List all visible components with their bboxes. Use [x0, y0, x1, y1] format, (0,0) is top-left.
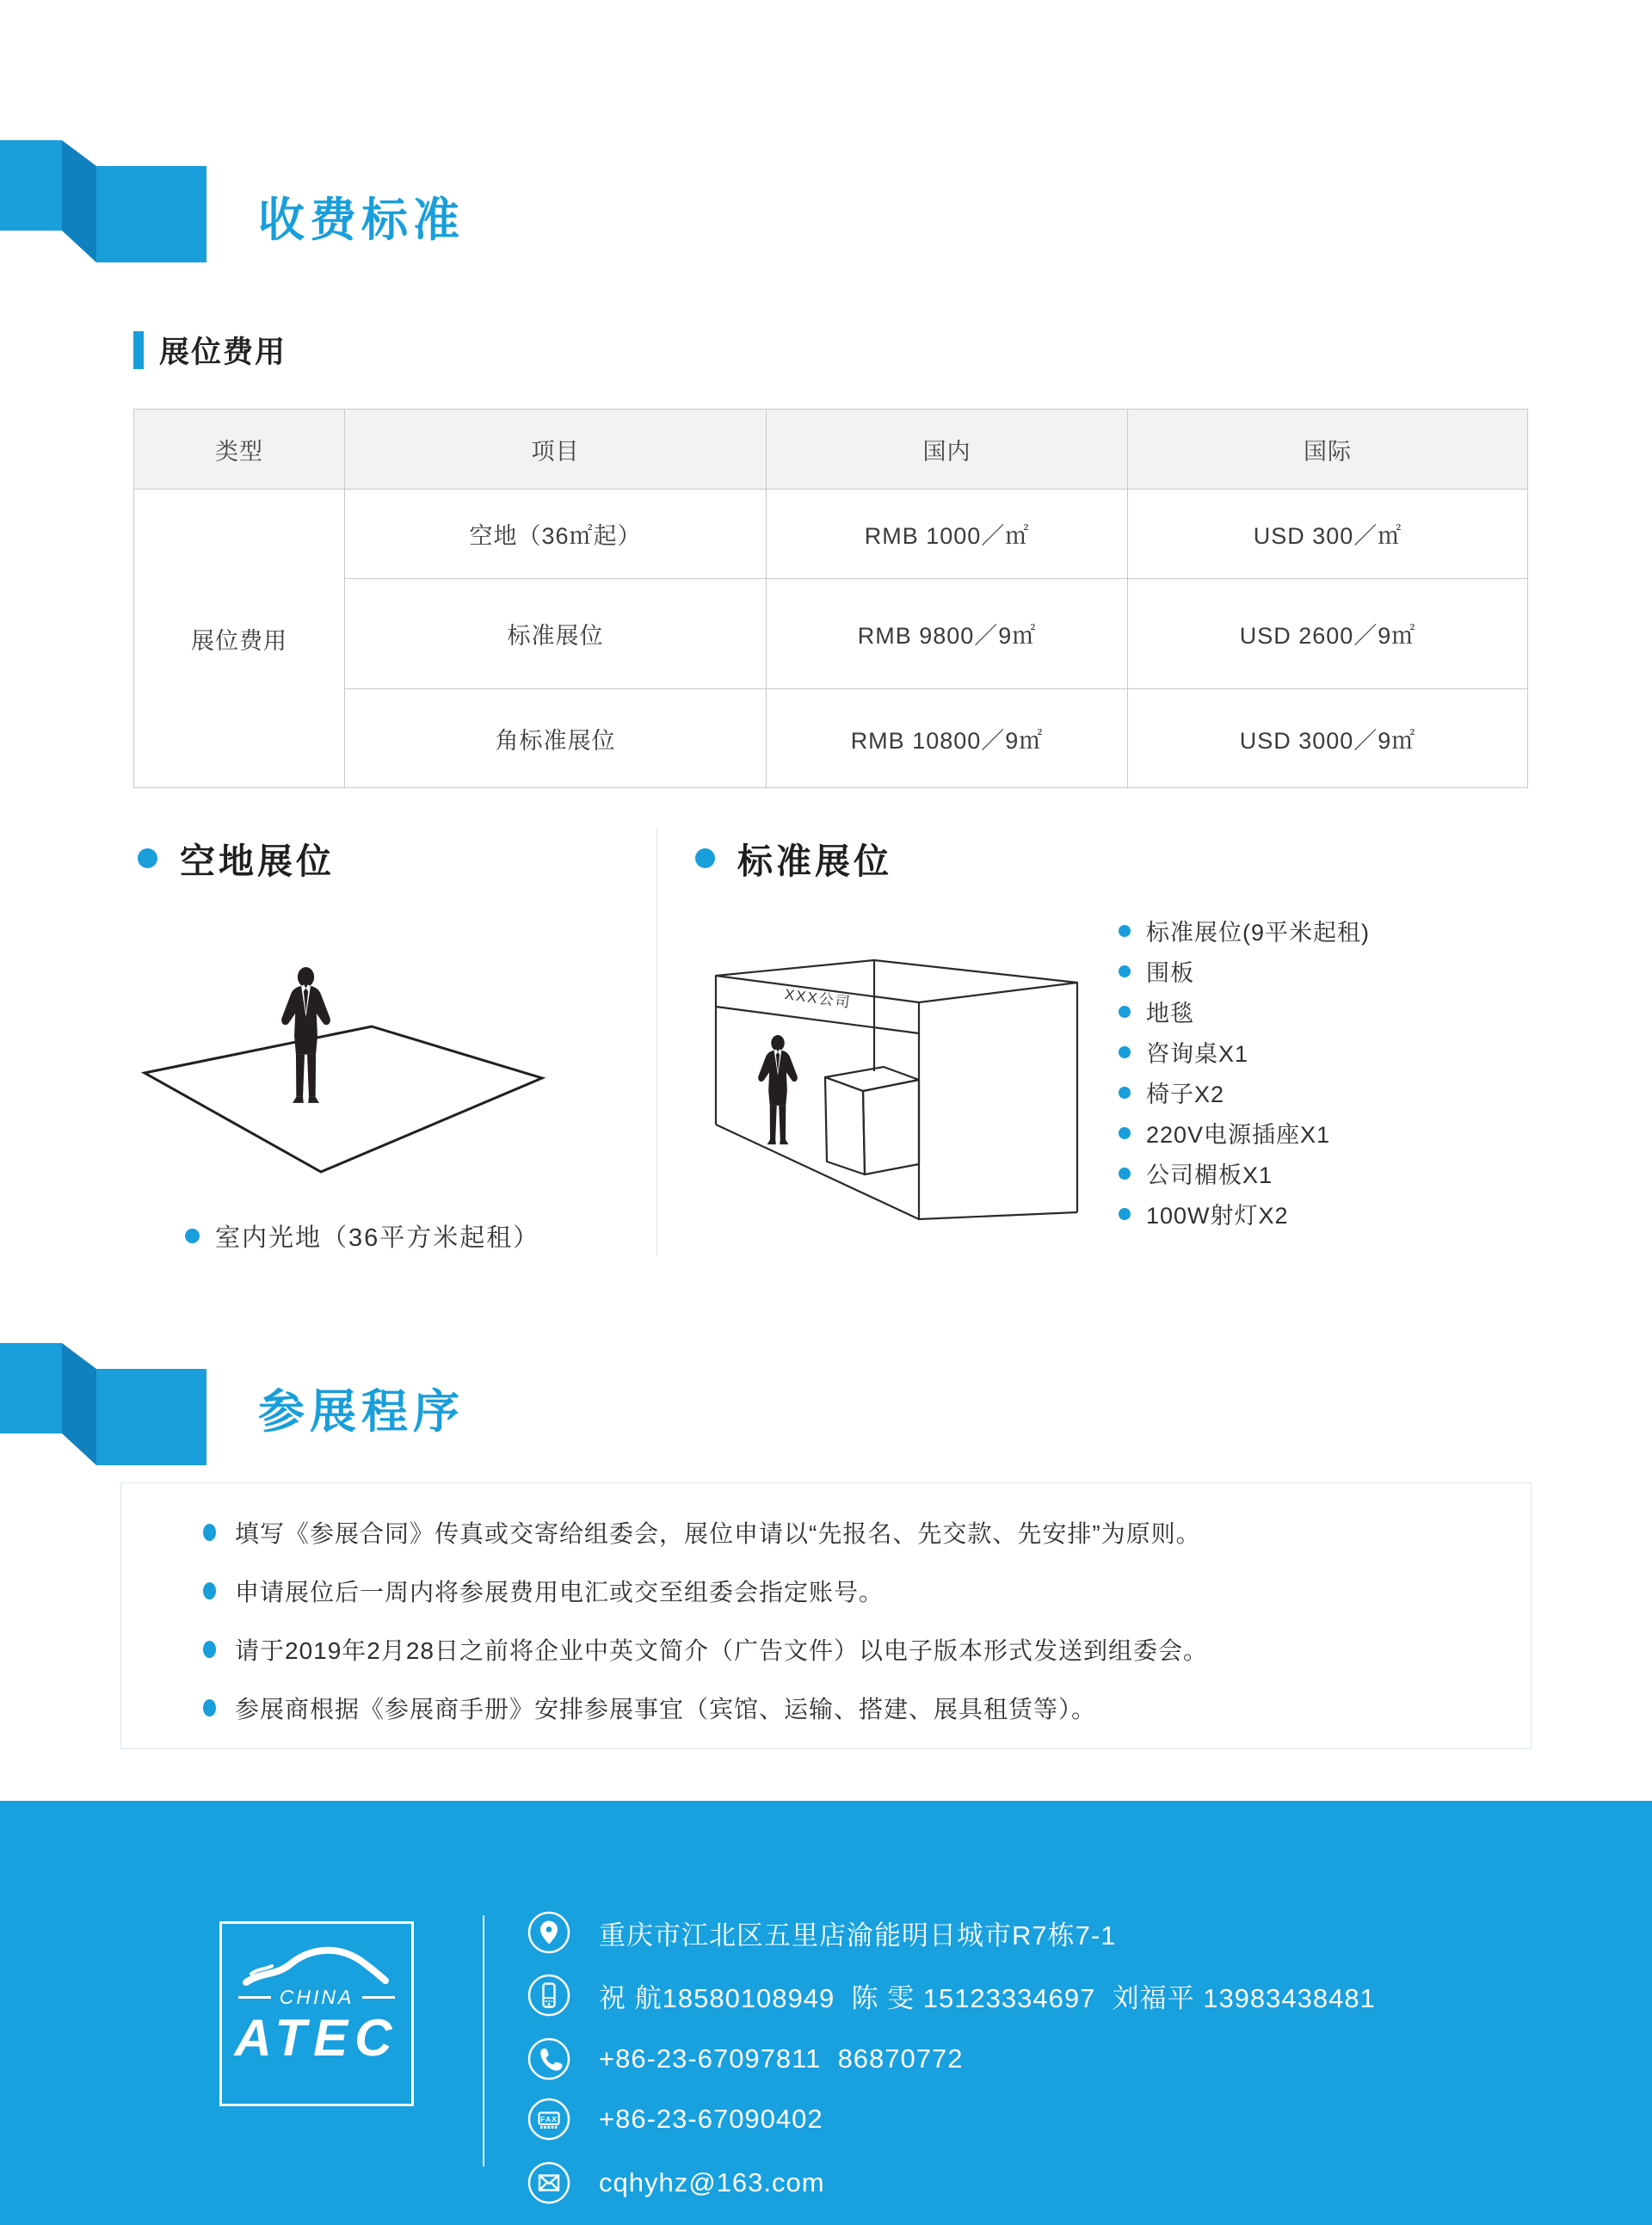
bullet-dot-icon	[203, 1699, 216, 1717]
feature-label: 标准展位(9平米起租)	[1146, 920, 1370, 946]
phone-icon	[527, 2037, 571, 2081]
international-cell: USD 2600／9㎡	[1128, 579, 1528, 689]
list-item	[1119, 1193, 1370, 1234]
list-item	[203, 1635, 1531, 1664]
domestic-cell: RMB 1000／㎡	[767, 490, 1128, 579]
col-header-item: 项目	[345, 410, 767, 490]
logo-rule-left	[238, 1996, 271, 1999]
logo-rule-right	[362, 1996, 395, 1999]
bullet-dot-icon	[1119, 1087, 1131, 1099]
procedure-text: 请于2019年2月28日之前将企业中英文简介（广告文件）以电子版本形式发送到组委会。	[235, 1637, 1209, 1664]
address-text: 重庆市江北区五里店渝能明日城市R7栋7-1	[599, 1920, 1117, 1951]
bullet-dot-icon	[1119, 1046, 1131, 1058]
footer-divider	[483, 1915, 484, 2166]
procedure-text: 填写《参展合同》传真或交寄给组委会，展位申请以“先报名、先交款、先安排”为原则。	[235, 1520, 1201, 1547]
phone-numbers-text: +86-23-67097811 86870772	[599, 2043, 964, 2074]
email-text: cqhyhz@163.com	[599, 2167, 825, 2197]
bullet-dot-icon	[203, 1582, 216, 1599]
list-item	[203, 1693, 1531, 1723]
booth-counter	[825, 1067, 919, 1091]
procedure-text: 申请展位后一周内将参展费用电汇或交至组委会指定账号。	[235, 1579, 885, 1606]
email-icon	[527, 2160, 571, 2205]
bullet-dot-icon	[1119, 925, 1131, 937]
mobile-phone-icon	[527, 1973, 571, 2018]
feature-label: 围板	[1146, 960, 1194, 986]
contact-email-row	[527, 2160, 825, 2205]
standard-booth-heading-label: 标准展位	[737, 841, 892, 881]
bullet-dot-icon	[1119, 1127, 1131, 1139]
logo-name-label: ATEC	[234, 2009, 399, 2067]
bullet-dot-icon	[138, 848, 157, 868]
ribbon-decoration	[0, 1332, 224, 1470]
bullet-dot-icon	[203, 1524, 216, 1541]
list-item	[203, 1518, 1531, 1547]
list-item	[1119, 951, 1370, 991]
floor-rhombus	[145, 1026, 542, 1172]
contact-address-row	[527, 1910, 1116, 1955]
contact-mobile-row	[527, 1973, 1376, 2018]
person-silhouette	[758, 1035, 798, 1144]
bullet-dot-icon	[1119, 965, 1131, 977]
bullet-dot-icon	[1119, 1208, 1131, 1220]
contact-fax-row	[527, 2097, 823, 2142]
subheading-bar	[133, 331, 144, 369]
feature-label: 公司楣板X1	[1146, 1162, 1273, 1188]
fax-number-text: +86-23-67090402	[599, 2104, 823, 2134]
location-icon	[527, 1910, 571, 1955]
bullet-dot-icon	[185, 1229, 200, 1243]
standard-booth-illustration	[663, 908, 1110, 1252]
item-cell: 角标准展位	[345, 689, 767, 788]
group-label-cell: 展位费用	[134, 490, 345, 788]
list-item	[1119, 1032, 1370, 1072]
logo-country-row	[222, 1986, 411, 2009]
list-item	[1119, 1072, 1370, 1112]
svg-text:FAX: FAX	[540, 2114, 558, 2123]
list-item	[1119, 1153, 1370, 1193]
column-divider	[656, 828, 657, 1255]
mobile-numbers-text: 祝 航18580108949 陈 雯 15123334697 刘福平 13983438481	[599, 1982, 1376, 2013]
logo-country-label: CHINA	[279, 1986, 354, 2008]
booth-fee-subheading	[133, 329, 287, 372]
list-item	[1119, 1112, 1370, 1153]
list-item	[1119, 910, 1370, 951]
list-item	[203, 1576, 1531, 1606]
domestic-cell: RMB 9800／9㎡	[767, 579, 1128, 689]
fee-table	[133, 409, 1528, 788]
standard-booth-feature-list	[1119, 910, 1370, 1234]
subheading-label: 展位费用	[159, 336, 287, 369]
col-header-international: 国际	[1128, 410, 1528, 490]
page-title-procedure: 参展程序	[258, 1386, 465, 1438]
domestic-cell: RMB 10800／9㎡	[767, 689, 1128, 788]
feature-label: 100W射灯X2	[1146, 1203, 1289, 1229]
bullet-dot-icon	[1119, 1006, 1131, 1018]
raw-space-caption	[185, 1218, 539, 1254]
feature-label: 地毯	[1146, 1001, 1194, 1026]
international-cell: USD 3000／9㎡	[1128, 689, 1528, 788]
page-title-fees: 收费标准	[258, 194, 465, 246]
standard-booth-heading	[695, 833, 892, 884]
raw-space-caption-label: 室内光地（36平方米起租）	[215, 1224, 540, 1252]
bullet-dot-icon	[203, 1641, 216, 1658]
table-row	[134, 490, 1528, 579]
item-cell: 标准展位	[345, 579, 767, 689]
footer	[0, 1801, 1652, 2225]
col-header-type: 类型	[134, 410, 345, 490]
contact-phone-row	[527, 2037, 964, 2081]
list-item	[1119, 991, 1370, 1032]
booth-fascia-label: XXX公司	[783, 986, 853, 1012]
atec-logo	[219, 1921, 414, 2106]
procedure-text: 参展商根据《参展商手册》安排参展事宜（宾馆、运输、搭建、展具租赁等）。	[235, 1696, 1097, 1723]
fee-table-header-row	[134, 410, 1528, 490]
item-cell: 空地（36㎡起）	[345, 490, 767, 579]
empty-space-illustration	[112, 912, 594, 1187]
raw-space-heading-label: 空地展位	[180, 841, 335, 881]
raw-space-heading	[138, 833, 335, 884]
col-header-domestic: 国内	[767, 410, 1128, 490]
international-cell: USD 300／㎡	[1128, 490, 1528, 579]
feature-label: 椅子X2	[1146, 1082, 1225, 1107]
car-silhouette-icon	[241, 1938, 392, 1988]
ribbon-decoration	[0, 129, 224, 267]
feature-label: 咨询桌X1	[1146, 1041, 1249, 1067]
fax-icon	[527, 2097, 571, 2142]
bullet-dot-icon	[695, 848, 715, 868]
procedure-box	[120, 1482, 1532, 1749]
feature-label: 220V电源插座X1	[1146, 1122, 1331, 1148]
bullet-dot-icon	[1119, 1168, 1131, 1180]
